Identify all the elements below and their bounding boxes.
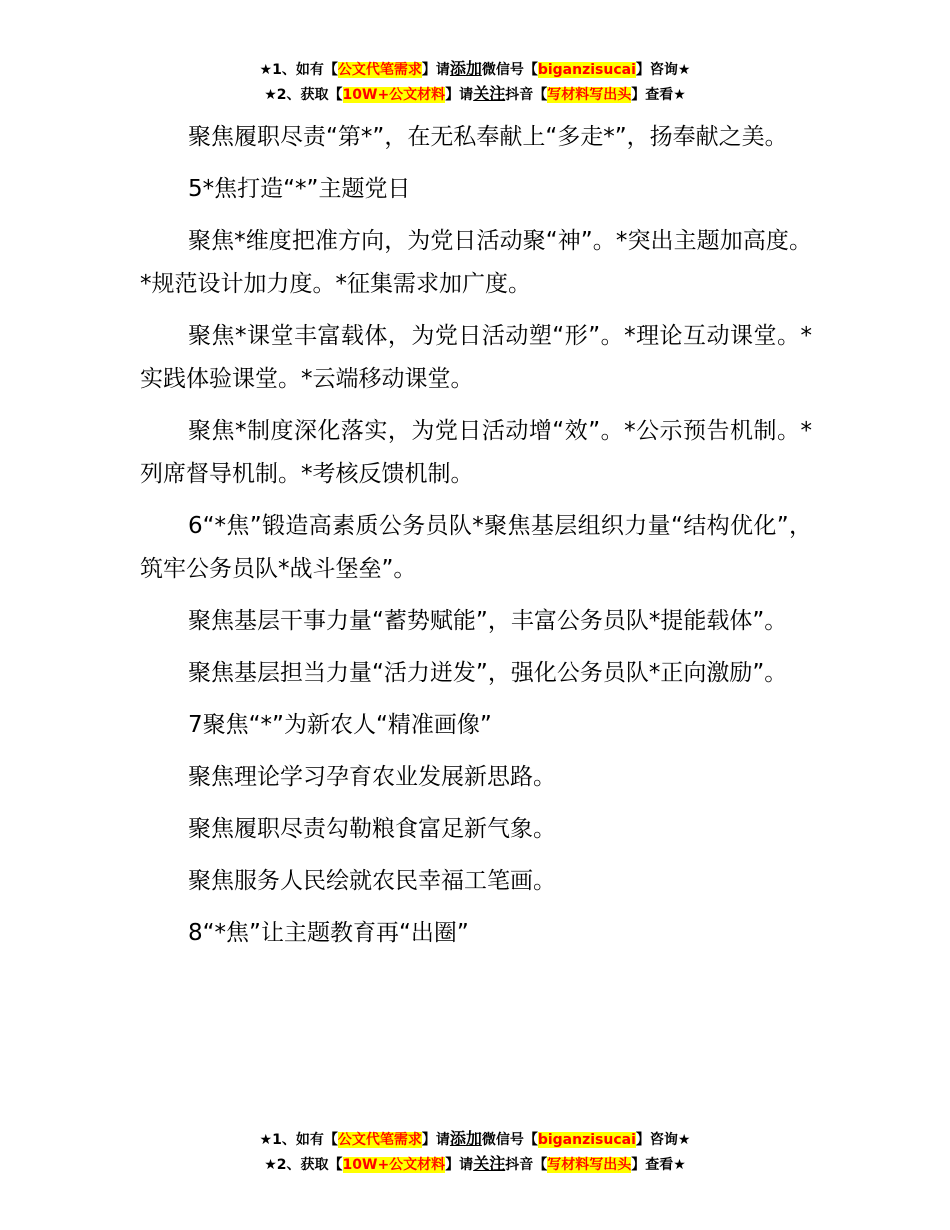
underlined-add: 添加 [449, 59, 482, 78]
banner-text: 】请 [445, 87, 474, 103]
banner-text: 微信号【 [481, 1132, 538, 1148]
banner-text: ★2、获取【 [264, 1157, 343, 1173]
highlight-ghostwriting: 公文代笔需求 [337, 1132, 422, 1148]
highlight-materials: 10W+公文材料 [342, 87, 446, 103]
banner-text: 】查看★ [631, 1157, 686, 1173]
section-heading: 8“*焦”让主题教育再“出圈” [188, 920, 469, 946]
highlight-wechat-id: biganzisucai [537, 1132, 636, 1148]
paragraph: 聚焦服务人民绘就农民幸福工笔画。 [188, 868, 556, 894]
banner-text: ★2、获取【 [264, 87, 343, 103]
highlight-ghostwriting: 公文代笔需求 [337, 62, 422, 78]
banner-line-1 [0, 57, 950, 82]
banner-text: 抖音【 [505, 1157, 548, 1173]
document-body [140, 116, 812, 964]
paragraph: 聚焦履职尽责勾勒粮食富足新气象。 [188, 816, 556, 842]
banner-text: 】请 [421, 62, 450, 78]
underlined-add: 添加 [449, 1129, 482, 1148]
highlight-douyin-id: 写材料写出头 [547, 87, 632, 103]
paragraph: 聚焦*制度深化落实，为党日活动增“效”。*公示预告机制。*列席督导机制。*考核反馈机制。 [140, 418, 812, 487]
paragraph: 聚焦*维度把准方向，为党日活动聚“神”。*突出主题加高度。*规范设计加力度。*征集需求加广度。 [140, 228, 812, 297]
banner-text: 】查看★ [631, 87, 686, 103]
footer-banner [0, 1127, 950, 1177]
highlight-materials: 10W+公文材料 [342, 1157, 446, 1173]
highlight-wechat-id: biganzisucai [537, 62, 636, 78]
highlight-douyin-id: 写材料写出头 [547, 1157, 632, 1173]
paragraph: 聚焦履职尽责“第*”，在无私奉献上“多走*”，扬奉献之美。 [188, 124, 788, 150]
header-banner [0, 57, 950, 107]
paragraph: 聚焦基层担当力量“活力迸发”，强化公务员队*正向激励”。 [188, 660, 788, 686]
underlined-follow: 关注 [473, 84, 506, 103]
section-heading: 7聚焦“*”为新农人“精准画像” [188, 712, 492, 738]
paragraph: 聚焦理论学习孕育农业发展新思路。 [188, 764, 556, 790]
banner-text: 微信号【 [481, 62, 538, 78]
section-heading: 5*焦打造“*”主题党日 [188, 176, 411, 202]
paragraph: 聚焦*课堂丰富载体，为党日活动塑“形”。*理论互动课堂。*实践体验课堂。*云端移动课堂。 [140, 323, 812, 392]
banner-text: ★1、如有【 [259, 62, 338, 78]
banner-text: 】咨询★ [635, 1132, 691, 1148]
banner-text: 】咨询★ [635, 62, 691, 78]
banner-line-1 [0, 1127, 950, 1152]
banner-line-2 [0, 1152, 950, 1177]
paragraph: 聚焦基层干事力量“蓄势赋能”，丰富公务员队*提能载体”。 [188, 608, 788, 634]
paragraph: 6“*焦”锻造高素质公务员队*聚焦基层组织力量“结构优化”，筑牢公务员队*战斗堡垒”。 [140, 513, 812, 582]
banner-text: 】请 [421, 1132, 450, 1148]
banner-text: 抖音【 [505, 87, 548, 103]
banner-line-2 [0, 82, 950, 107]
underlined-follow: 关注 [473, 1154, 506, 1173]
banner-text: ★1、如有【 [259, 1132, 338, 1148]
banner-text: 】请 [445, 1157, 474, 1173]
